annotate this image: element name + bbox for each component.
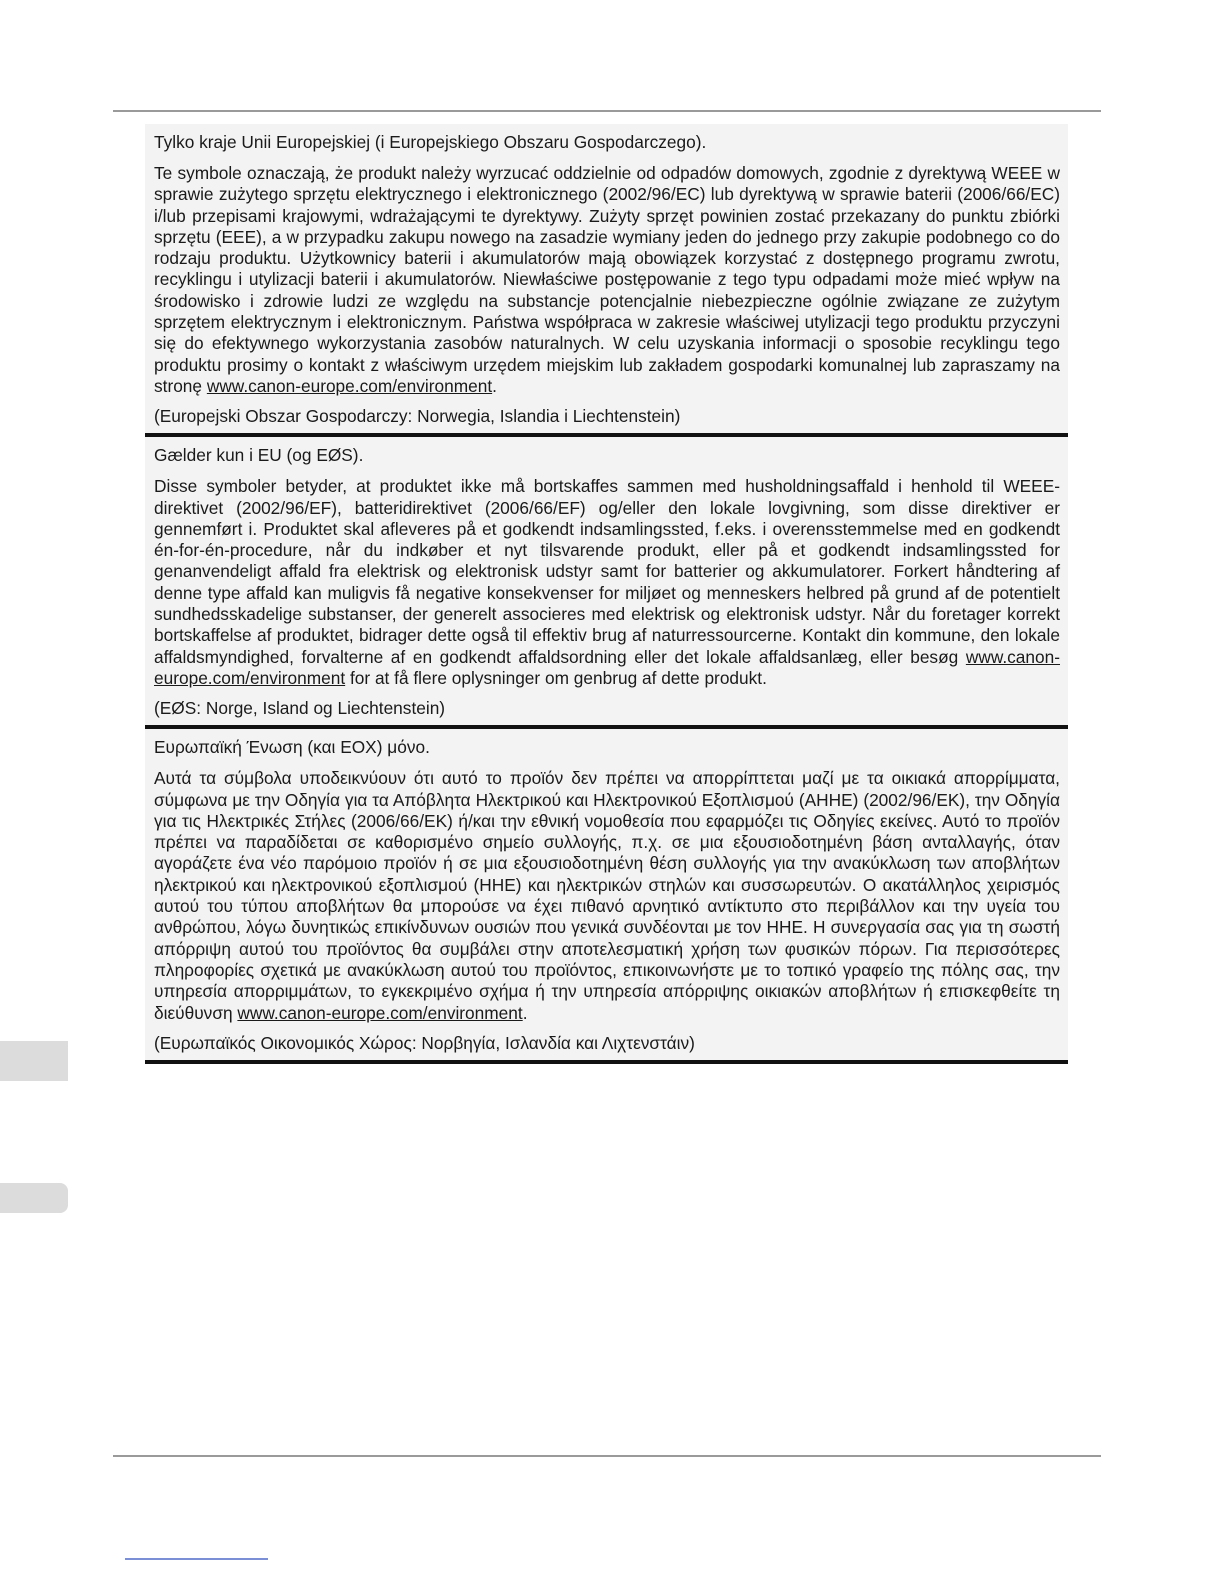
section-title: Tylko kraje Unii Europejskiej (i Europejskiego Obszaru Gospodarczego). <box>154 132 707 152</box>
environment-link[interactable]: www.canon-europe.com/environment <box>237 1002 523 1023</box>
body-text: Disse symboler betyder, at produktet ikke må bortskaffes sammen med husholdningsaffald i henhold til WEEE-direktivet (2002/96/EF), batteridirektivet (2006/66/EF) og/eller den lokale lovgivning, som disse direktiver er gennemført i. Produktet skal afleveres på et godkendt indsamlingssted, f.eks. i overensstemmelse med en godkendt én-for-én-procedure, når du indkøber et nyt tilsvarende produkt, eller på et godkendt indsamlingssted for genanvendeligt affald fra elektrisk og elektronisk udstyr samt for batterier og akkumulatorer. Forkert håndtering af denne type affald kan muligvis få negative konsekvenser for miljøet og menneskers helbred på grund af de potentielt sundhedsskadelige substanser, der generelt associeres med elektrisk og elektronisk udstyr. Når du foretager korrekt bortskaffelse af produktet, bidrager dette også til effektiv brug af naturressourcerne. Kontakt din kommune, den lokale affaldsmyndighed, forvalterne af en godkendt affaldsordning eller det lokale affaldsanlæg, eller besøg <box>154 476 1060 667</box>
section-title: Ευρωπαϊκή Ένωση (και ΕΟΧ) μόνο. <box>154 737 430 758</box>
section-title: Gælder kun i EU (og EØS). <box>154 445 364 466</box>
footer-rule <box>113 1455 1101 1457</box>
body-text-end: . <box>492 375 497 396</box>
section-polish <box>145 124 1068 437</box>
environment-link[interactable]: www.canon-europe.com/environment <box>154 646 1060 688</box>
side-tab-upper[interactable] <box>0 1041 68 1081</box>
body-text: Αυτά τα σύμβολα υποδεικνύουν ότι αυτό το προϊόν δεν πρέπει να απορρίπτεται μαζί με τα οικιακά απορρίμματα, σύμφωνα με την Οδηγία για τα Απόβλητα Ηλεκτρικού και Ηλεκτρονικού Εξοπλισμού (ΑΗΗΕ) (2002/96/ΕΚ), την Οδηγία για τις Ηλεκτρικές Στήλες (2006/66/ΕΚ) ή/και την εθνική νομοθεσία που εφαρμόζει τις Οδηγίες εκείνες. Αυτό το προϊόν πρέπει να παραδίδεται σε καθορισμένο σημείο συλλογής, π.χ. σε μια εξουσιοδοτημένη βάση ανταλλαγής, όταν αγοράζετε ένα νέο παρόμοιο προϊόν ή σε μια εξουσιοδοτημένη θέση συλλογής για την ανακύκλωση των αποβλήτων ηλεκτρικού και ηλεκτρονικού εξοπλισμού (ΗΗΕ) και ηλεκτρικών στηλών και συσσωρευτών. Ο ακατάλληλος χειρισμός αυτού του τύπου αποβλήτων θα μπορούσε να έχει πιθανό αρνητικό αντίκτυπο στο περιβάλλον και την υγεία του ανθρώπου, λόγω δυνητικώς επικίνδυνων ουσιών που γενικά συνδέονται με τον ΗΗΕ. Η συνεργασία σας για τη σωστή απόρριψη αυτού του προϊόντος θα συμβάλει στην αποτελεσματική χρήση των φυσικών πόρων. Για περισσότερες πληροφορίες σχετικά με ανακύκλωση αυτού του προϊόντος, επικοινωνήστε με το τοπικό γραφείο της πόλης σας, την υπηρεσία απορριμμάτων, το εγκεκριμένο σχήμα ή την υπηρεσία απόρριψης οικιακών αποβλήτων ή επισκεφθείτε τη διεύθυνση <box>154 768 1060 1023</box>
header-rule <box>113 110 1101 112</box>
environment-link[interactable]: www.canon-europe.com/environment <box>206 375 493 396</box>
side-tab-lower[interactable] <box>0 1183 68 1213</box>
section-danish <box>145 437 1068 729</box>
footer-link-underline[interactable] <box>125 1558 268 1560</box>
section-body <box>154 163 1060 397</box>
section-note: (Ευρωπαϊκός Οικονομικός Χώρος: Νορβηγία, Ισλανδία και Λιχτενστάιν) <box>154 1032 695 1053</box>
body-text-end: . <box>522 1002 528 1023</box>
weee-notices <box>145 124 1068 1064</box>
section-note: (EØS: Norge, Island og Liechtenstein) <box>154 698 446 719</box>
section-greek <box>145 729 1068 1064</box>
body-text-end: for at få flere oplysninger om genbrug af dette produkt. <box>345 667 767 688</box>
section-note: (Europejski Obszar Gospodarczy: Norwegia, Islandia i Liechtenstein) <box>154 406 681 427</box>
section-body <box>154 476 1060 689</box>
body-text: Te symbole oznaczają, że produkt należy wyrzucać oddzielnie od odpadów domowych, zgodnie z dyrektywą WEEE w sprawie zużytego sprzętu elektrycznego i elektronicznego (2002/96/EC) lub dyrektywą w sprawie baterii (2006/66/EC) i/lub przepisami krajowymi, wdrażającymi te dyrektywy. Zużyty sprzęt powinien zostać przekazany do punktu zbiórki sprzętu (EEE), a w przypadku zakupu nowego na zasadzie wymiany jeden do jednego przy zakupie podobnego co do rodzaju produktu. Użytkownicy baterii i akumulatorów mają obowiązek korzystać z dostępnego programu zwrotu, recyklingu i utylizacji baterii i akumulatorów. Niewłaściwe postępowanie z tego typu odpadami może mieć wpływ na środowisko i zdrowie ludzi ze względu na substancje potencjalnie niebezpieczne ogólnie związane ze zużytym sprzętem elektrycznym i elektronicznym. Państwa współpraca w zakresie właściwej utylizacji tego produktu przyczyni się do efektywnego wykorzystania zasobów naturalnych. W celu uzyskania informacji o sposobie recyklingu tego produktu prosimy o kontakt z właściwym urzędem miejskim lub zakładem gospodarki komunalnej lub zapraszamy na stronę <box>154 163 1060 396</box>
section-body <box>154 768 1060 1024</box>
